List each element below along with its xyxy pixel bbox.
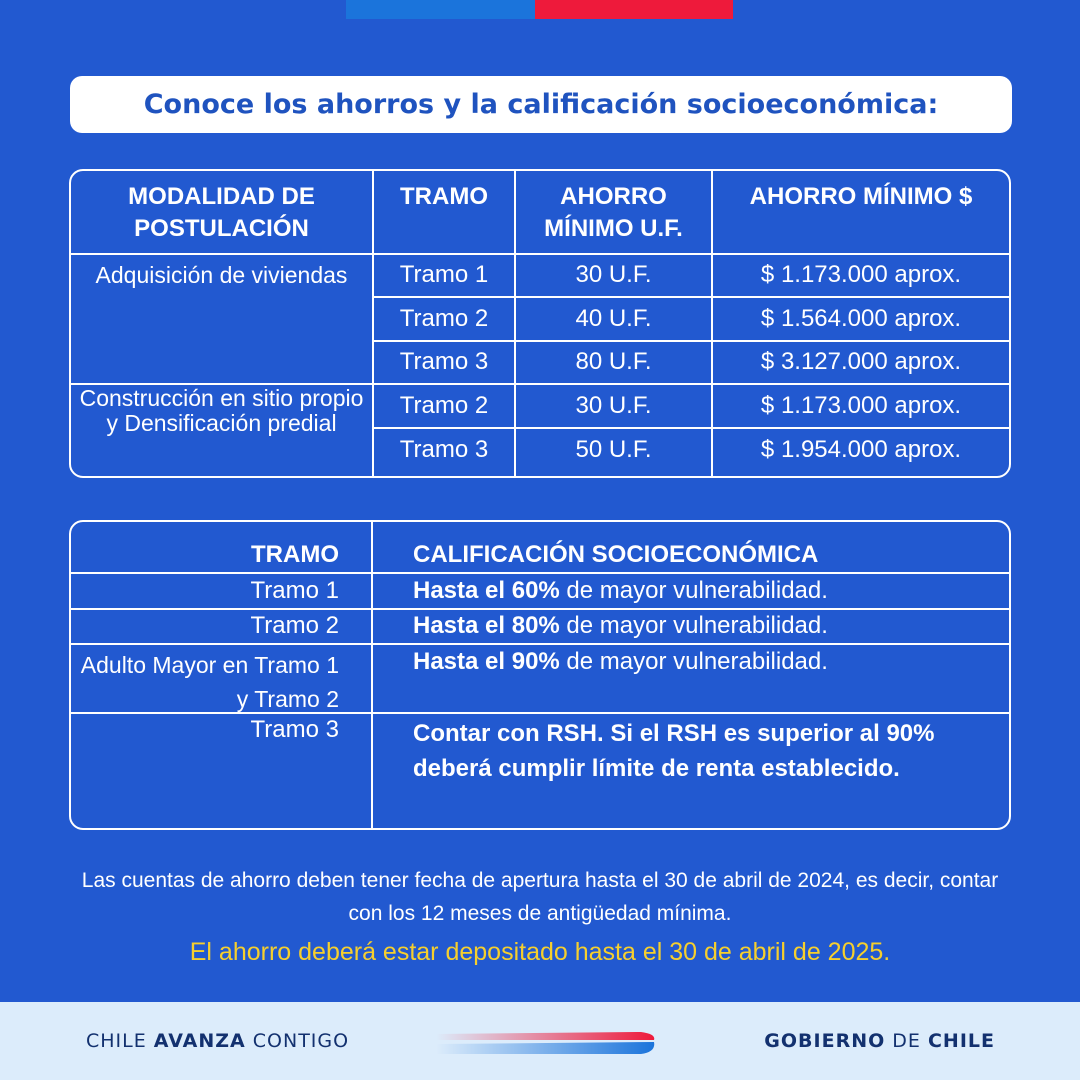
table-cell-pesos: $ 3.127.000 aprox. (760, 348, 962, 375)
calificacion-bold: Hasta el 80% (413, 612, 560, 639)
calificacion-bold: Hasta el 60% (413, 577, 560, 604)
page-title: Conoce los ahorros y la calificación socioeconómica: (143, 89, 939, 120)
footer-slogan-part: CHILE (86, 1030, 154, 1052)
table-cell-pesos: $ 1.173.000 aprox. (760, 392, 962, 419)
table-cell-calificacion (413, 577, 1003, 605)
footer-government (764, 1030, 995, 1052)
flag-stripe (346, 0, 733, 19)
flag-swoosh-icon (436, 1030, 658, 1058)
table-cell-uf: 50 U.F. (575, 436, 652, 463)
footer-government-part: GOBIERNO (764, 1030, 886, 1052)
table-cell-uf: 30 U.F. (575, 392, 652, 419)
savings-deadline-note: El ahorro deberá estar depositado hasta el 30 de abril de 2025. (189, 938, 891, 966)
row-divider (71, 253, 1009, 255)
savings-table (69, 169, 1011, 478)
table-cell-tramo: Tramo 1 (399, 261, 489, 288)
flag-stripe-red (535, 0, 733, 19)
table-cell-tramo: Tramo 3 (399, 348, 489, 375)
column-divider (371, 522, 373, 828)
table-cell-calificacion (413, 648, 1003, 676)
table-cell-pesos: $ 1.954.000 aprox. (760, 436, 962, 463)
footer (0, 1002, 1080, 1080)
table-cell-calificacion (413, 612, 1003, 640)
footer-government-part: CHILE (927, 1030, 995, 1052)
footer-government-part: DE (885, 1030, 928, 1052)
row-divider (372, 340, 1009, 342)
header-calificacion: CALIFICACIÓN SOCIOECONÓMICA (413, 541, 819, 568)
header-ahorro-pesos: AHORRO MÍNIMO $ (749, 183, 973, 210)
table-cell-uf: 80 U.F. (575, 348, 652, 375)
row-divider (71, 572, 1009, 574)
title-banner (70, 76, 1012, 133)
modalidad-adquisicion: Adquisición de viviendas (95, 262, 348, 288)
row-divider (71, 608, 1009, 610)
table-cell-uf: 40 U.F. (575, 305, 652, 332)
table-cell-pesos: $ 1.173.000 aprox. (760, 261, 962, 288)
row-divider (372, 427, 1009, 429)
calificacion-rest: de mayor vulnerabilidad. (559, 612, 828, 639)
table-cell-tramo: Tramo 2 (399, 392, 489, 419)
table-cell-tramo: Tramo 1 (250, 577, 339, 604)
table-cell-tramo: Tramo 2 (250, 612, 339, 639)
classification-table (69, 520, 1011, 830)
table-cell-tramo: Adulto Mayor en Tramo 1 y Tramo 2 (80, 652, 339, 712)
header-tramo: TRAMO (251, 541, 339, 568)
footer-slogan-part: CONTIGO (245, 1030, 350, 1052)
header-ahorro-uf: AHORRO MÍNIMO U.F. (544, 183, 683, 242)
calificacion-bold: Hasta el 90% (413, 648, 560, 675)
header-tramo: TRAMO (400, 183, 488, 210)
row-divider (372, 296, 1009, 298)
row-divider (71, 643, 1009, 645)
calificacion-rest: de mayor vulnerabilidad. (559, 577, 828, 604)
table-cell-tramo: Tramo 3 (399, 436, 489, 463)
header-modalidad: MODALIDAD DE POSTULACIÓN (128, 183, 315, 242)
table-cell-uf: 30 U.F. (575, 261, 652, 288)
flag-stripe-blue (346, 0, 535, 19)
table-cell-tramo: Tramo 3 (250, 716, 339, 743)
footer-slogan-part: AVANZA (153, 1030, 246, 1052)
calificacion-rest: de mayor vulnerabilidad. (559, 648, 828, 675)
table-cell-tramo: Tramo 2 (399, 305, 489, 332)
table-cell-pesos: $ 1.564.000 aprox. (760, 305, 962, 332)
savings-note: Las cuentas de ahorro deben tener fecha de apertura hasta el 30 de abril de 2024, es decir, contar con los 12 meses de antigüedad mínima. (81, 869, 999, 925)
footer-slogan (86, 1030, 349, 1052)
modalidad-construccion: Construcción en sitio propio y Densificación predial (79, 385, 364, 436)
table-cell-calificacion: Contar con RSH. Si el RSH es superior al 90% deberá cumplir límite de renta establecido. (413, 720, 935, 782)
